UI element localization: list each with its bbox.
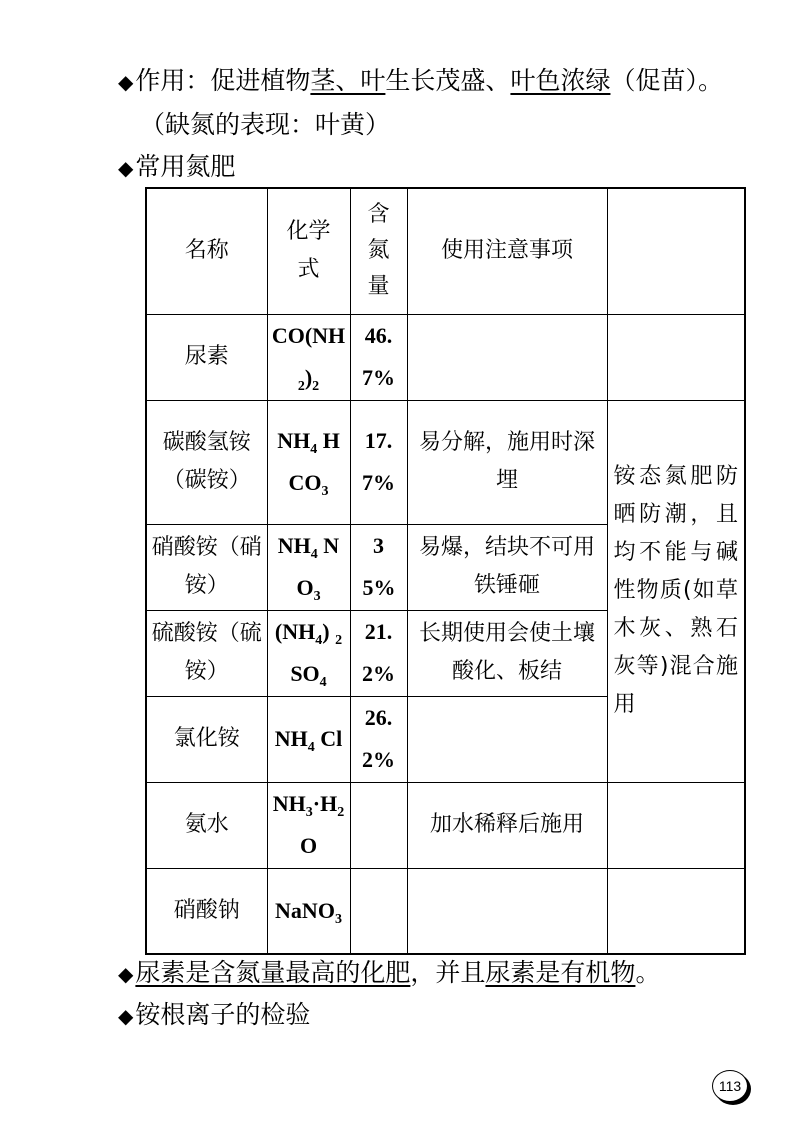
diamond-bullet-icon: ◆ [118,70,134,94]
function-mid: 生长茂盛、 [385,66,511,95]
fertilizer-name: 硝酸钠 [146,868,267,954]
fertilizer-name: 氨水 [146,782,267,868]
extra-cell [607,314,745,400]
usage-note: 加水稀释后施用 [407,782,607,868]
usage-note: 易爆，结块不可用铁锤砸 [407,524,607,610]
chemical-formula: $CO(NH_2)_2$ [267,314,350,400]
function-underline-green: 叶色浓绿 [510,66,611,95]
usage-note [407,696,607,782]
urea-fact-line [118,956,660,991]
urea-fact-suffix: 。 [635,958,661,987]
fertilizer-name: 硫酸铵（硫铵） [146,610,267,696]
fertilizer-name: 氯化铵 [146,696,267,782]
chemical-formula: NaNO$_3$ [267,868,350,954]
function-suffix: （促苗）。 [610,66,723,95]
nitrogen-content: 35% [350,524,407,610]
ammonium-test-text: 铵根离子的检验 [135,1000,311,1029]
header-name: 名称 [146,188,267,314]
urea-fact-mid: ，并且 [410,958,486,987]
fertilizer-name: 硝酸铵（硝铵） [146,524,267,610]
extra-cell [607,868,745,954]
table-header-row [146,188,745,314]
section-heading-text: 常用氮肥 [135,152,236,181]
nitrogen-content [350,782,407,868]
table-row [146,400,745,524]
function-prefix: 作用：促进植物 [135,66,311,95]
header-formula: 化学式 [267,188,350,314]
usage-note [407,314,607,400]
deficiency-line: （缺氮的表现：叶黄） [140,110,391,139]
fertilizer-name: 尿素 [146,314,267,400]
header-notes: 使用注意事项 [407,188,607,314]
usage-note [407,868,607,954]
diamond-bullet-icon: ◆ [118,1004,134,1028]
nitrogen-content: 46.7% [350,314,407,400]
fertilizer-name: 碳酸氢铵（碳铵） [146,400,267,524]
ammonium-test-heading [118,998,310,1033]
table-row [146,782,745,868]
nitrogen-content [350,868,407,954]
header-content: 含氮量 [350,188,407,314]
function-underline-stem-leaf: 茎、叶 [310,66,386,95]
nitrogen-fertilizer-table [145,187,746,955]
chemical-formula: $NH_4$ $NO_3$ [267,524,350,610]
function-line [118,64,723,99]
chemical-formula: $NH_4$ Cl [267,696,350,782]
header-extra [607,188,745,314]
chemical-formula: $NH_3\cdot H_2O$ [267,782,350,868]
urea-fact-underline-1: 尿素是含氮量最高的化肥 [135,958,411,987]
table-row [146,868,745,954]
chemical-formula: $NH_4$ $HCO_3$ [267,400,350,524]
usage-note: 长期使用会使土壤酸化、板结 [407,610,607,696]
page-number: 113 [712,1070,748,1102]
nitrogen-content: 26.2% [350,696,407,782]
urea-fact-underline-2: 尿素是有机物 [485,958,636,987]
section-heading [118,150,235,185]
nitrogen-content: 17.7% [350,400,407,524]
usage-note: 易分解，施用时深埋 [407,400,607,524]
nitrogen-content: 21.2% [350,610,407,696]
shared-ammonium-note: 铵态氮肥防晒防潮，且均不能与碱性物质(如草木灰、熟石灰等)混合施用 [607,400,745,782]
extra-cell [607,782,745,868]
diamond-bullet-icon: ◆ [118,156,134,180]
chemical-formula: $(NH_4)$ $_2SO_4$ [267,610,350,696]
table-row [146,314,745,400]
diamond-bullet-icon: ◆ [118,962,134,986]
